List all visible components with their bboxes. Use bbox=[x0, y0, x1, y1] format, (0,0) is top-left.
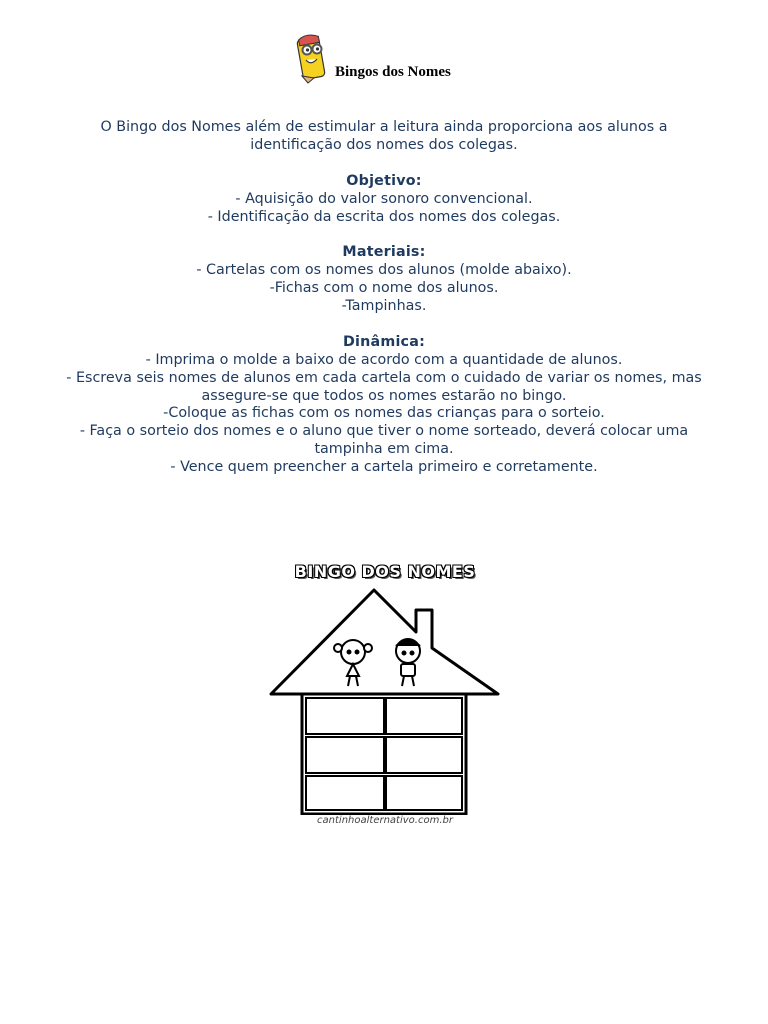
intro-line: identificação dos nomes dos colegas. bbox=[250, 136, 518, 153]
dinamica-line: - Escreva seis nomes de alunos em cada cartela com o cuidado de variar os nomes, mas bbox=[66, 369, 702, 386]
bingo-card-template bbox=[268, 558, 502, 833]
materiais-line: -Tampinhas. bbox=[341, 298, 427, 315]
document-body bbox=[20, 119, 748, 477]
pencil-minion-icon bbox=[292, 34, 332, 84]
materiais-heading: Materiais: bbox=[342, 244, 426, 261]
dinamica-line: assegure-se que todos os nomes estarão no bingo. bbox=[201, 387, 567, 404]
house-outline bbox=[268, 580, 502, 815]
bingo-card-title: BINGO DOS NOMES bbox=[294, 562, 476, 581]
document-header bbox=[0, 34, 768, 86]
document-title: Bingos dos Nomes bbox=[335, 64, 451, 80]
dinamica-line: tampinha em cima. bbox=[314, 441, 454, 458]
materiais-line: -Fichas com o nome dos alunos. bbox=[269, 280, 499, 297]
dinamica-line: -Coloque as fichas com os nomes das crianças para o sorteio. bbox=[163, 405, 605, 422]
dinamica-heading: Dinâmica: bbox=[342, 333, 426, 350]
dinamica-line: - Vence quem preencher a cartela primeiro e corretamente. bbox=[170, 459, 598, 476]
objetivo-line: - Aquisição do valor sonoro convencional. bbox=[235, 190, 533, 207]
objetivo-heading: Objetivo: bbox=[346, 172, 422, 189]
source-credit: cantinhoalternativo.com.br bbox=[317, 815, 453, 826]
dinamica-line: - Imprima o molde a baixo de acordo com a quantidade de alunos. bbox=[145, 351, 623, 368]
materiais-line: - Cartelas com os nomes dos alunos (molde abaixo). bbox=[196, 262, 572, 279]
objetivo-line: - Identificação da escrita dos nomes dos colegas. bbox=[207, 208, 561, 225]
intro-line: O Bingo dos Nomes além de estimular a leitura ainda proporciona aos alunos a bbox=[100, 119, 668, 135]
dinamica-line: - Faça o sorteio dos nomes e o aluno que tiver o nome sorteado, deverá colocar uma bbox=[79, 423, 689, 440]
